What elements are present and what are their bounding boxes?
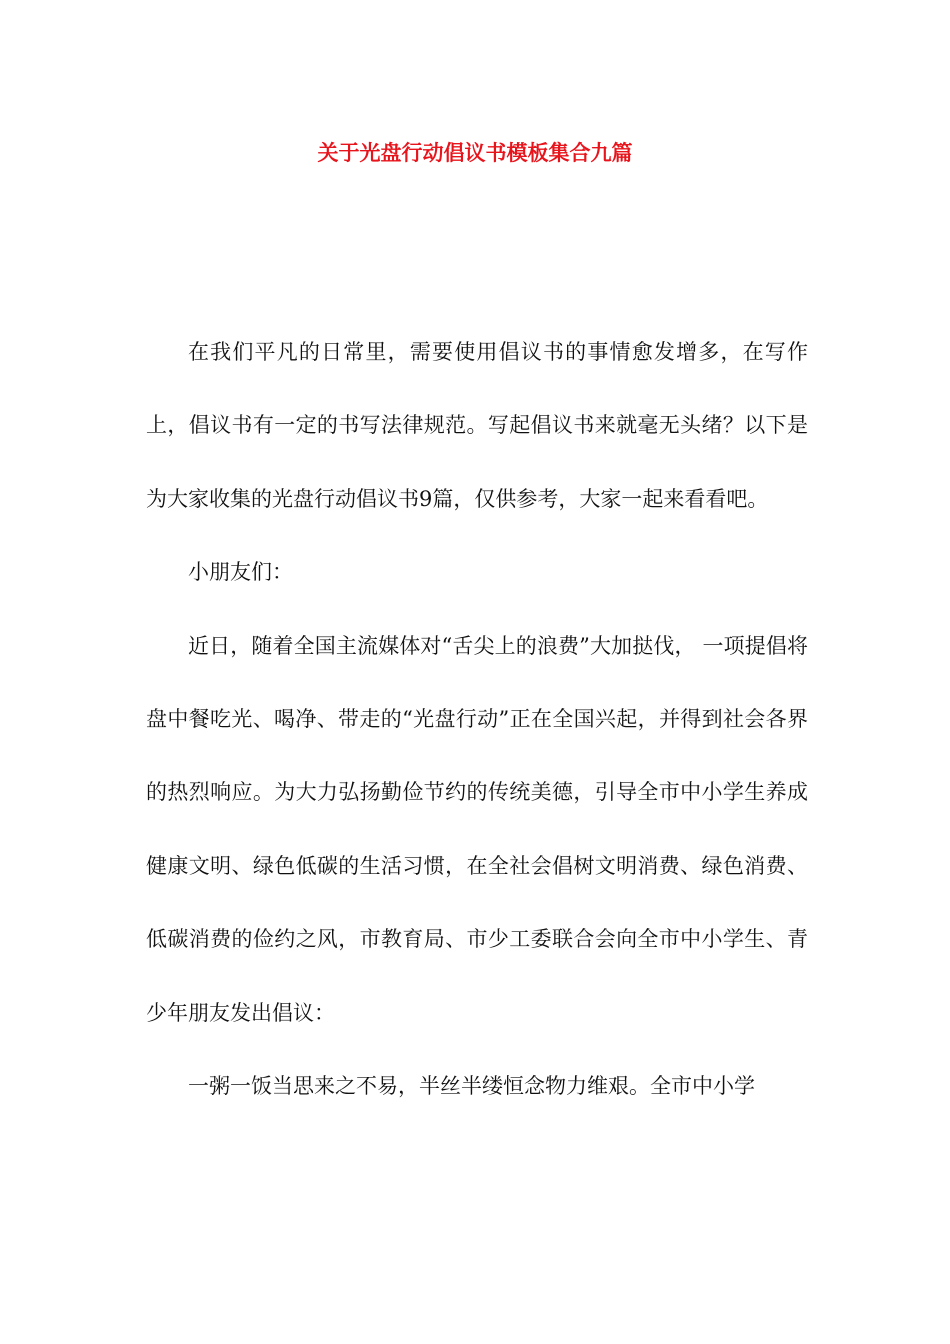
paragraph-proposal: 一粥一饭当思来之不易，半丝半缕恒念物力维艰。全市中小学 [188, 1074, 755, 1099]
document-body [146, 316, 808, 1123]
paragraph-background: 近日，随着全国主流媒体对“舌尖上的浪费”大加挞伐， 一项提倡将盘中餐吃光、喝净、带走的“光盘行动”正在全国兴起，并得到社会各界的热烈响应。为大力弘扬勤俭节约的传统美德，引导全市中小学生养成健康文明、绿色低碳的生活习惯，在全社会倡树文明消费、绿色消费、低碳消费的俭约之风，市教育局、市少工委联合会向全市中小学生、青少年朋友发出倡议： [146, 633, 808, 1025]
document-title: 关于光盘行动倡议书模板集合九篇 [317, 140, 633, 165]
paragraph-salutation: 小朋友们： [188, 560, 293, 585]
paragraph-intro: 在我们平凡的日常里，需要使用倡议书的事情愈发增多，在写作上，倡议书有一定的书写法律规范。写起倡议书来就毫无头绪？以下是为大家收集的光盘行动倡议书9篇，仅供参考，大家一起来看看吧。 [146, 340, 808, 511]
